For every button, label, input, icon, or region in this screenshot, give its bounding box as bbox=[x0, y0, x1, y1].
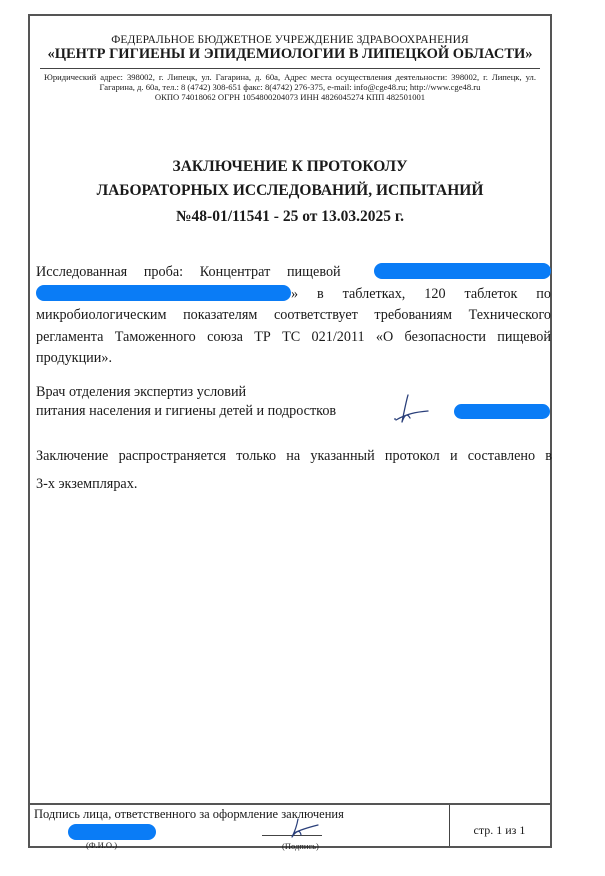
sample-conclusion-paragraph bbox=[36, 262, 551, 370]
body-line-1 bbox=[36, 262, 551, 284]
document-subtitle: ЛАБОРАТОРНЫХ ИССЛЕДОВАНИЙ, ИСПЫТАНИЙ bbox=[96, 182, 484, 199]
sample-label: Исследованная проба: Концентрат пищевой bbox=[36, 264, 341, 280]
redacted-responsible-name bbox=[68, 824, 156, 840]
responsible-signature bbox=[286, 817, 320, 841]
signer-position-line-2: питания населения и гигиены детей и подростков bbox=[36, 403, 337, 419]
footer-block bbox=[30, 803, 550, 851]
org-name: «ЦЕНТР ГИГИЕНЫ И ЭПИДЕМИОЛОГИИ В ЛИПЕЦКОЙ ОБЛАСТИ» bbox=[47, 46, 533, 62]
body-line-2 bbox=[36, 284, 551, 306]
org-type: ФЕДЕРАЛЬНОЕ БЮДЖЕТНОЕ УЧРЕЖДЕНИЕ ЗДРАВООХРАНЕНИЯ bbox=[111, 34, 469, 46]
closing-line-1: Заключение распространяется только на указанный протокол и составлено в bbox=[36, 448, 552, 464]
document-frame bbox=[28, 14, 552, 851]
signer-position-line-1: Врач отделения экспертиз условий bbox=[36, 384, 247, 400]
header-rule bbox=[40, 68, 540, 69]
redacted-doctor-name bbox=[454, 404, 550, 419]
redacted-product-name-continued bbox=[36, 285, 291, 301]
sample-quantity: » в таблетках, 120 таблеток по bbox=[291, 285, 551, 302]
signature-caption: (Подпись) bbox=[282, 841, 319, 851]
closing-line-2: 3-х экземплярах. bbox=[36, 476, 138, 492]
body-line-3: микробиологическим показателям соответствует требованиям Технического bbox=[36, 307, 551, 324]
redacted-product-name bbox=[374, 263, 551, 279]
address-line-2: Гагарина, д. 60а, тел.: 8 (4742) 308-651 факс: 8(4742) 276-375, e-mail: info@cge48.ru; http://www.cge48.ru bbox=[99, 82, 481, 92]
responsible-signature-label: Подпись лица, ответственного за оформление заключения bbox=[34, 807, 344, 821]
body-line-5: продукции». bbox=[36, 350, 112, 367]
body-line-4: регламента Таможенного союза ТР ТС 021/2011 «О безопасности пищевой bbox=[36, 328, 551, 345]
doctor-signature bbox=[392, 392, 432, 426]
page-number: стр. 1 из 1 bbox=[473, 823, 526, 837]
document-title: ЗАКЛЮЧЕНИЕ К ПРОТОКОЛУ bbox=[172, 158, 408, 175]
registry-codes: ОКПО 74018062 ОГРН 1054800204073 ИНН 4826045274 КПП 482501001 bbox=[154, 92, 426, 102]
closing-paragraph bbox=[36, 442, 552, 498]
protocol-number: №48-01/11541 - 25 от 13.03.2025 г. bbox=[175, 208, 405, 225]
fio-caption: (Ф.И.О.) bbox=[86, 840, 118, 850]
address-line-1: Юридический адрес: 398002, г. Липецк, ул. Гагарина, д. 60а, Адрес места осуществления деятельности: 398002, г. Липецк, ул. bbox=[44, 72, 536, 82]
